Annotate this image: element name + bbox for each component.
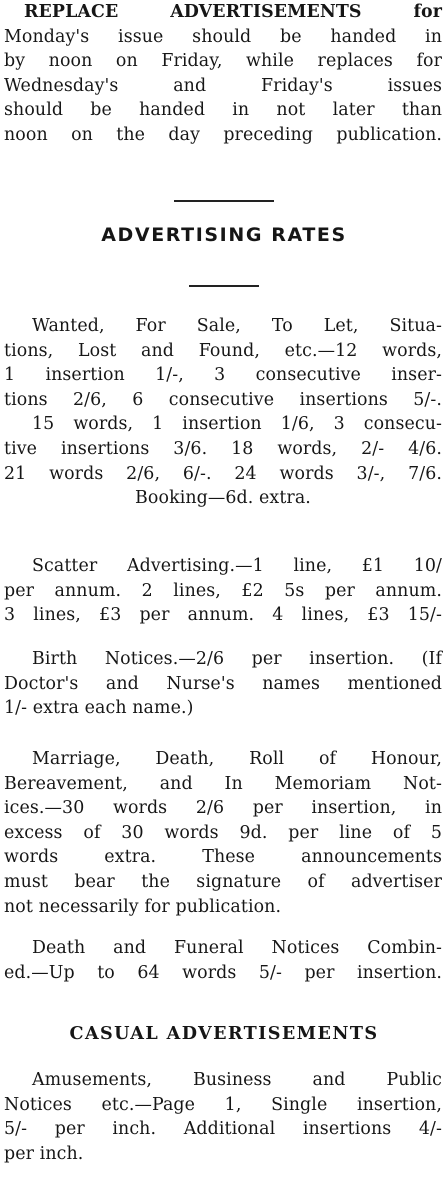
- text-line: Amusements, Business and Public: [32, 1070, 442, 1090]
- amusements-business-paragraph: [4, 1068, 442, 1166]
- text-line: Bereavement, and In Memoriam Not-: [4, 773, 442, 794]
- text-line: should be handed in not later than: [4, 100, 442, 121]
- casual-advertisements-heading: CASUAL ADVERTISEMENTS: [69, 1023, 379, 1044]
- text-line: tions 2/6, 6 consecutive insertions 5/-.: [4, 389, 442, 410]
- text-line: 3 lines, £3 per annum. 4 lines, £3 15/-: [4, 605, 442, 626]
- text-line: ed.—Up to 64 words 5/- per insertion.: [4, 962, 442, 983]
- text-line: excess of 30 words 9d. per line of 5: [4, 822, 442, 843]
- advertising-rates-heading: ADVERTISING RATES: [101, 224, 347, 246]
- text-line: per inch.: [4, 1143, 84, 1164]
- text-line: ices.—30 words 2/6 per insertion, in: [4, 798, 442, 819]
- text-line: 1 insertion 1/-, 3 consecutive inser-: [4, 365, 442, 386]
- text-line: Doctor's and Nurse's names mentioned: [4, 673, 442, 694]
- text-line: by noon on Friday, while replaces for: [4, 51, 442, 72]
- death-funeral-notices-paragraph: [4, 936, 442, 985]
- text-line: Birth Notices.—2/6 per insertion. (If: [32, 649, 442, 669]
- text-line: Marriage, Death, Roll of Honour,: [32, 749, 442, 769]
- text-line: Wednesday's and Friday's issues: [4, 75, 442, 96]
- text-line: words extra. These announcements: [4, 847, 442, 868]
- text-line: 1/- extra each name.): [4, 698, 194, 719]
- text-line: not necessarily for publication.: [4, 896, 282, 917]
- text-line: Scatter Advertising.—1 line, £1 10/: [32, 556, 442, 576]
- text-line: 15 words, 1 insertion 1/6, 3 consecu-: [32, 414, 442, 435]
- text-line: Notices etc.—Page 1, Single insertion,: [4, 1094, 442, 1115]
- text-line: tions, Lost and Found, etc.—12 words,: [4, 340, 442, 361]
- text-line: Wanted, For Sale, To Let, Situa-: [32, 316, 442, 336]
- text-line: tive insertions 3/6. 18 words, 2/- 4/6.: [4, 438, 442, 459]
- text-line: per annum. 2 lines, £2 5s per annum.: [4, 580, 442, 601]
- text-line: REPLACE ADVERTISEMENTS for: [24, 2, 442, 22]
- text-line: Death and Funeral Notices Combin-: [32, 938, 442, 958]
- wanted-rates-paragraph: [4, 314, 442, 511]
- text-line: 21 words 2/6, 6/-. 24 words 3/-, 7/6.: [4, 463, 442, 484]
- divider: [0, 285, 448, 287]
- text-line: Booking—6d. extra.: [135, 488, 311, 509]
- text-line: 5/- per inch. Additional insertions 4/-: [4, 1119, 442, 1140]
- scatter-advertising-paragraph: [4, 554, 442, 628]
- text-line: must bear the signature of advertiser: [4, 871, 442, 892]
- marriage-death-notices-paragraph: [4, 747, 442, 919]
- birth-notices-paragraph: [4, 647, 442, 721]
- divider: [0, 200, 448, 202]
- text-line: Monday's issue should be handed in: [4, 26, 442, 47]
- replace-advertisements-notice: [4, 0, 442, 148]
- text-line: noon on the day preceding publication.: [4, 124, 442, 145]
